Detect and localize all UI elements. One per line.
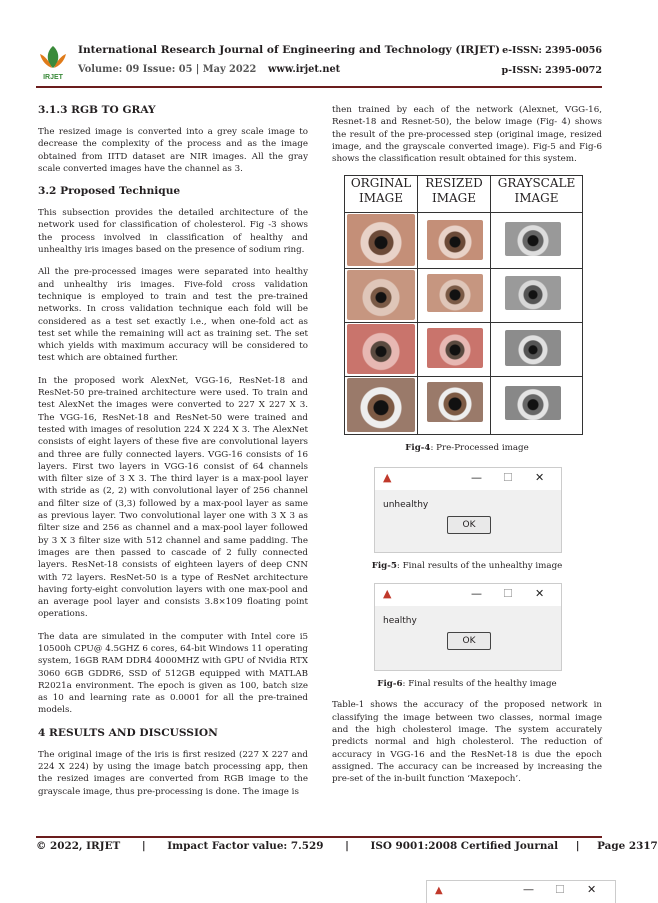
- fig4-header-original: ORGINAL IMAGE: [345, 176, 418, 212]
- minimize-icon[interactable]: —: [523, 883, 534, 896]
- result-dialog-unhealthy: [374, 467, 562, 553]
- svg-text:IRJET: IRJET: [43, 74, 63, 81]
- footer-rule: [36, 836, 602, 838]
- dialog-message: unhealthy: [383, 500, 429, 511]
- paragraph: The data are simulated in the computer with Intel core i5 10500h CPU@ 4.5GHZ 6 cores, 64-bit Windows 11 operating system, 16GB RAM DDR4 4000MHZ with GPU of Nvidia RTX 3060 6GB GDDR6, SSD of 512GB equipped with MATLAB R2021a environment. The epoch is given as 100, batch size as 10 and learning rate as 0.0001 for all the pre-trained models.: [38, 631, 308, 716]
- maximize-icon[interactable]: ☐: [503, 587, 513, 601]
- matlab-icon: ▲: [383, 587, 392, 601]
- dialog-fragment: [426, 880, 616, 903]
- eye-image-grayscale: [505, 222, 561, 256]
- fig4-header-grayscale: GRAYSCALE IMAGE: [497, 176, 576, 206]
- maximize-icon[interactable]: ☐: [555, 883, 565, 896]
- dialog-message: healthy: [383, 616, 417, 627]
- eye-image-resized: [427, 220, 483, 260]
- eye-image-original: [347, 324, 415, 374]
- fig4-caption: Fig-4: Pre-Processed image: [405, 443, 529, 454]
- journal-url[interactable]: www.irjet.net: [268, 64, 341, 75]
- left-column: [38, 104, 308, 808]
- volume-issue: Volume: 09 Issue: 05 | May 2022: [78, 64, 257, 75]
- minimize-icon[interactable]: —: [471, 471, 482, 485]
- result-dialog-healthy: [374, 583, 562, 671]
- paragraph: All the pre-processed images were separated into healthy and unhealthy iris images. Five-fold cross validation technique is employed to train and test the pre-trained networks. In cross validation technique each fold will be considered as a test set exactly i.e., when one-fold act as test set while the remaining will act as training set. The set which yields with maximum accuracy will be considered to test which are obtained further.: [38, 267, 308, 364]
- fig4-header-resized: RESIZED IMAGE: [418, 176, 491, 212]
- paragraph: The resized image is converted into a grey scale image to decrease the complexity of the process and as the image obtained from IITD dataset are NIR images. All the gray scale converted images have the channel as 3.: [38, 127, 308, 174]
- copyright: © 2022, IRJET: [36, 840, 121, 852]
- matlab-icon: ▲: [383, 471, 392, 485]
- paragraph: In the proposed work AlexNet, VGG-16, ResNet-18 and ResNet-50 pre-trained architecture were used. To train and test AlexNet the images were converted to 227 X 227 X 3. The VGG-16, ResNet-18 and ResNet-50 were trained and tested with images of resolution 224 X 224 X 3. The AlexNet consists of eight layers of these five are convolutional layers and three are fully connected layers. VGG-16 consists of 16 layers. First two layers in VGG-16 consist of 64 channels with filter size of 3 X 3. The third layer is a max-pool layer with stride as (2, 2) with convolutional layer of 256 channel and filter size of (3,3) followed by a max-pool layer as same as previous layer. Two convolutional layer one with 3 X 3 as filter size and 256 as channel and a max-pool layer followed by 3 X 3 filter size with 512 channel and same padding. The images are then passed to cascade of 2 fully connected layers. ResNet-18 consists of eighteen layers of deep CNN with 72 layers. ResNet-50 is a type of ResNet architecture having forty-eight convolution layers with one max-pool and an average pool layer and consists 3.8×109 floating point operations.: [38, 375, 308, 620]
- eye-image-resized: [427, 274, 483, 312]
- eye-image-original: [347, 214, 415, 266]
- pissn: p-ISSN: 2395-0072: [501, 65, 602, 76]
- close-icon[interactable]: ✕: [535, 471, 545, 485]
- eissn: e-ISSN: 2395-0056: [502, 45, 602, 56]
- matlab-icon: ▲: [435, 885, 443, 896]
- fig4-preprocessed-grid: [344, 175, 583, 435]
- iso-certification: ISO 9001:2008 Certified Journal: [370, 840, 559, 852]
- section-heading-rgb-to-gray: 3.1.3 RGB TO GRAY: [38, 104, 156, 116]
- eye-image-original: [347, 270, 415, 320]
- maximize-icon[interactable]: ☐: [503, 471, 513, 485]
- irjet-logo-icon: [36, 42, 70, 82]
- eye-image-grayscale: [505, 276, 561, 310]
- close-icon[interactable]: ✕: [535, 587, 545, 601]
- dialog-titlebar: [375, 468, 561, 490]
- paragraph: Table-1 shows the accuracy of the proposed network in classifying the image between two classes, normal image and the high cholesterol image. The system accurately predicts normal and high cholesterol. The reduction of accuracy in VGG-16 and the ResNet-18 is due the epoch assigned. The accuracy can be increased by increasing the pre-set of the in-built function ‘Maxepoch’.: [332, 700, 602, 785]
- eye-image-resized: [427, 328, 483, 368]
- impact-factor: Impact Factor value: 7.529: [167, 840, 324, 852]
- eye-image-original: [347, 378, 415, 432]
- header-rule: [36, 86, 602, 88]
- minimize-icon[interactable]: —: [471, 587, 482, 601]
- journal-header: [36, 42, 602, 88]
- dialog-titlebar: [375, 584, 561, 606]
- journal-title: International Research Journal of Engineering and Technology (IRJET): [78, 44, 501, 56]
- page-number: Page 2317: [597, 840, 658, 852]
- fig6-caption: Fig-6: Final results of the healthy image: [377, 679, 557, 690]
- ok-button[interactable]: OK: [447, 632, 491, 650]
- fig5-caption: Fig-5: Final results of the unhealthy image: [371, 561, 563, 572]
- right-column: [332, 104, 602, 796]
- eye-image-grayscale: [505, 330, 561, 366]
- paragraph: This subsection provides the detailed architecture of the network used for classification of cholesterol. Fig -3 shows the process involved in classification of healthy and unhealthy iris images based on the presence of sodium ring.: [38, 208, 308, 256]
- section-heading-results: 4 RESULTS AND DISCUSSION: [38, 726, 218, 739]
- close-icon[interactable]: ✕: [587, 883, 597, 896]
- paragraph: then trained by each of the network (Alexnet, VGG-16, Resnet-18 and Resnet-50), the below image (Fig- 4) shows the result of the pre-processed step (original image, resized image, and the grayscale converted image). Fig-5 and Fig-6 shows the classification result obtained for this system.: [332, 105, 602, 165]
- ok-button[interactable]: OK: [447, 516, 491, 534]
- paragraph: The original image of the iris is first resized (227 X 227 and 224 X 224) by using the image batch processing app, then the resized images are converted from RGB image to the grayscale image, thus pre-processing is done. The image is: [38, 749, 308, 797]
- eye-image-resized: [427, 382, 483, 422]
- section-heading-proposed-technique: 3.2 Proposed Technique: [38, 185, 181, 198]
- eye-image-grayscale: [505, 386, 561, 420]
- journal-footer: © 2022, IRJET | Impact Factor value: 7.529 | ISO 9001:2008 Certified Journal | Page 2317: [36, 840, 658, 852]
